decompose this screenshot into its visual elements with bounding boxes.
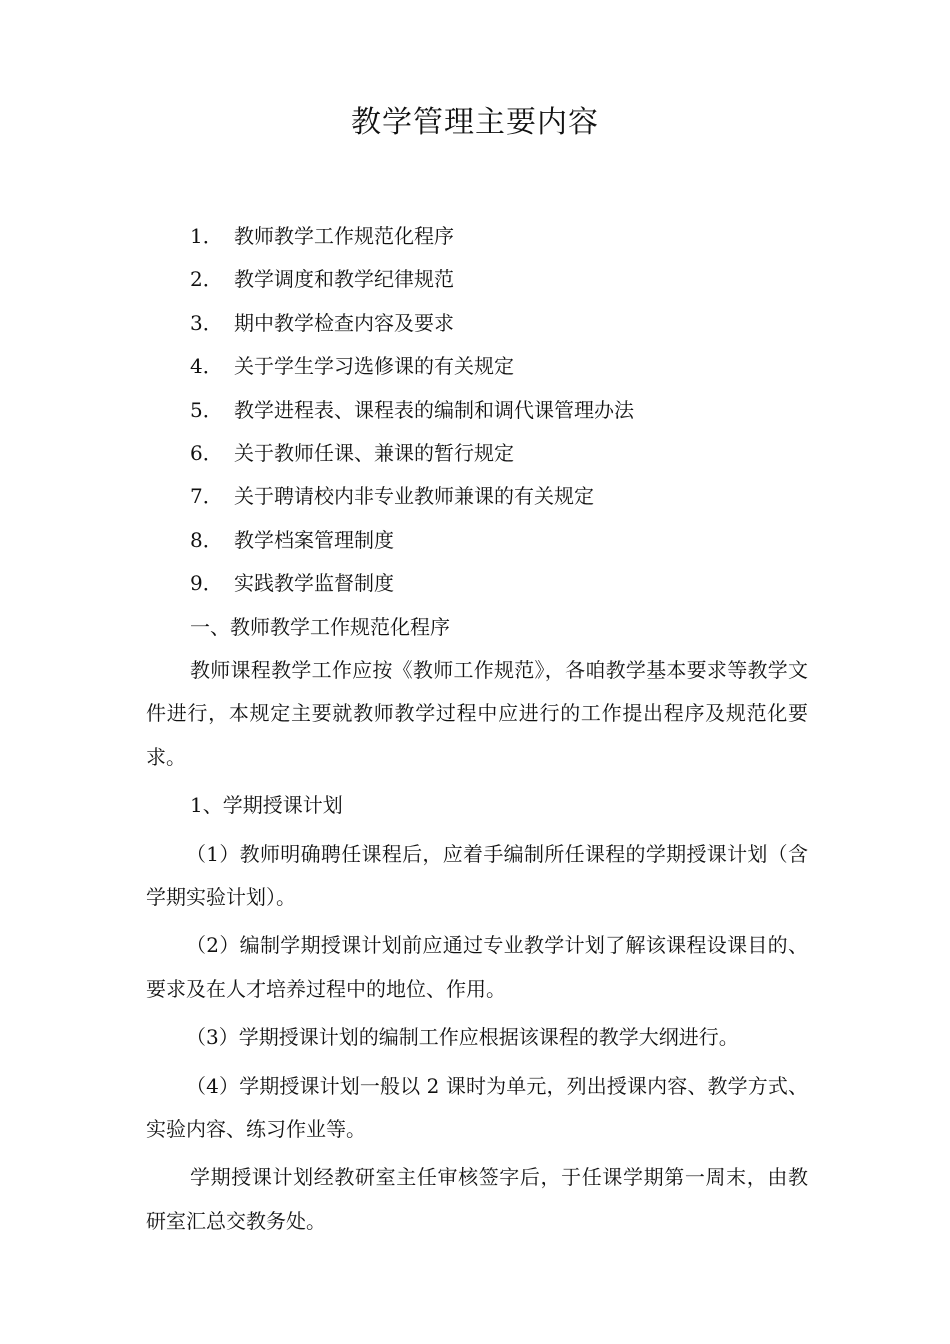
toc-item-number: 6．	[190, 440, 223, 465]
paragraph-closing: 学期授课计划经教研室主任审核签字后，于任课学期第一周末，由教研室汇总交教务处。	[146, 1165, 808, 1233]
toc-item-text: 关于教师任课、兼课的暂行规定	[234, 440, 514, 465]
toc-item-text: 教学进程表、课程表的编制和调代课管理办法	[234, 397, 634, 422]
toc-item	[190, 475, 830, 518]
toc-item	[190, 389, 830, 432]
paragraph-item-4: （4）学期授课计划一般以 2 课时为单元，列出授课内容、教学方式、实验内容、练习作业等。	[146, 1073, 808, 1142]
toc-item-text: 实践教学监督制度	[234, 571, 394, 596]
toc-item	[190, 562, 830, 605]
toc-item-number: 3．	[190, 310, 223, 335]
toc-item	[190, 519, 830, 562]
toc-item-number: 7．	[190, 484, 223, 509]
toc-item-text: 教学档案管理制度	[234, 527, 394, 552]
section-heading-text: 一、教师教学工作规范化程序	[190, 614, 450, 639]
toc-item	[190, 258, 830, 301]
toc-item-text: 教学调度和教学纪律规范	[234, 267, 454, 292]
toc-item-number: 9．	[190, 571, 223, 596]
section-heading	[190, 606, 830, 649]
toc-item-number: 5．	[190, 397, 223, 422]
toc-item	[190, 302, 830, 345]
paragraph-item-2: （2）编制学期授课计划前应通过专业教学计划了解该课程设课目的、要求及在人才培养过程中的地位、作用。	[146, 933, 808, 1001]
toc-item	[190, 345, 830, 388]
toc-item-number: 4．	[190, 354, 223, 379]
paragraph-item-3: （3）学期授课计划的编制工作应根据该课程的教学大纲进行。	[186, 1025, 739, 1050]
toc-item-number: 8．	[190, 527, 223, 552]
paragraph-item-1: （1）教师明确聘任课程后，应着手编制所任课程的学期授课计划（含学期实验计划）。	[146, 841, 808, 910]
toc-item-text: 关于聘请校内非专业教师兼课的有关规定	[234, 484, 594, 509]
table-of-contents	[190, 215, 830, 649]
paragraph-intro: 教师课程教学工作应按《教师工作规范》，各咱教学基本要求等教学文件进行，本规定主要就教师教学过程中应进行的工作提出程序及规范化要求。	[146, 658, 808, 769]
toc-item-text: 教师教学工作规范化程序	[234, 224, 454, 248]
toc-item-text: 期中教学检查内容及要求	[234, 310, 454, 335]
document-title: 教学管理主要内容	[351, 105, 599, 140]
toc-item	[190, 432, 830, 475]
toc-item-text: 关于学生学习选修课的有关规定	[234, 354, 514, 379]
toc-item	[190, 215, 830, 258]
toc-item-number: 1．	[190, 224, 223, 248]
paragraph-subheading: 1、学期授课计划	[190, 793, 343, 818]
toc-item-number: 2．	[190, 267, 223, 292]
document-body	[146, 649, 808, 1243]
